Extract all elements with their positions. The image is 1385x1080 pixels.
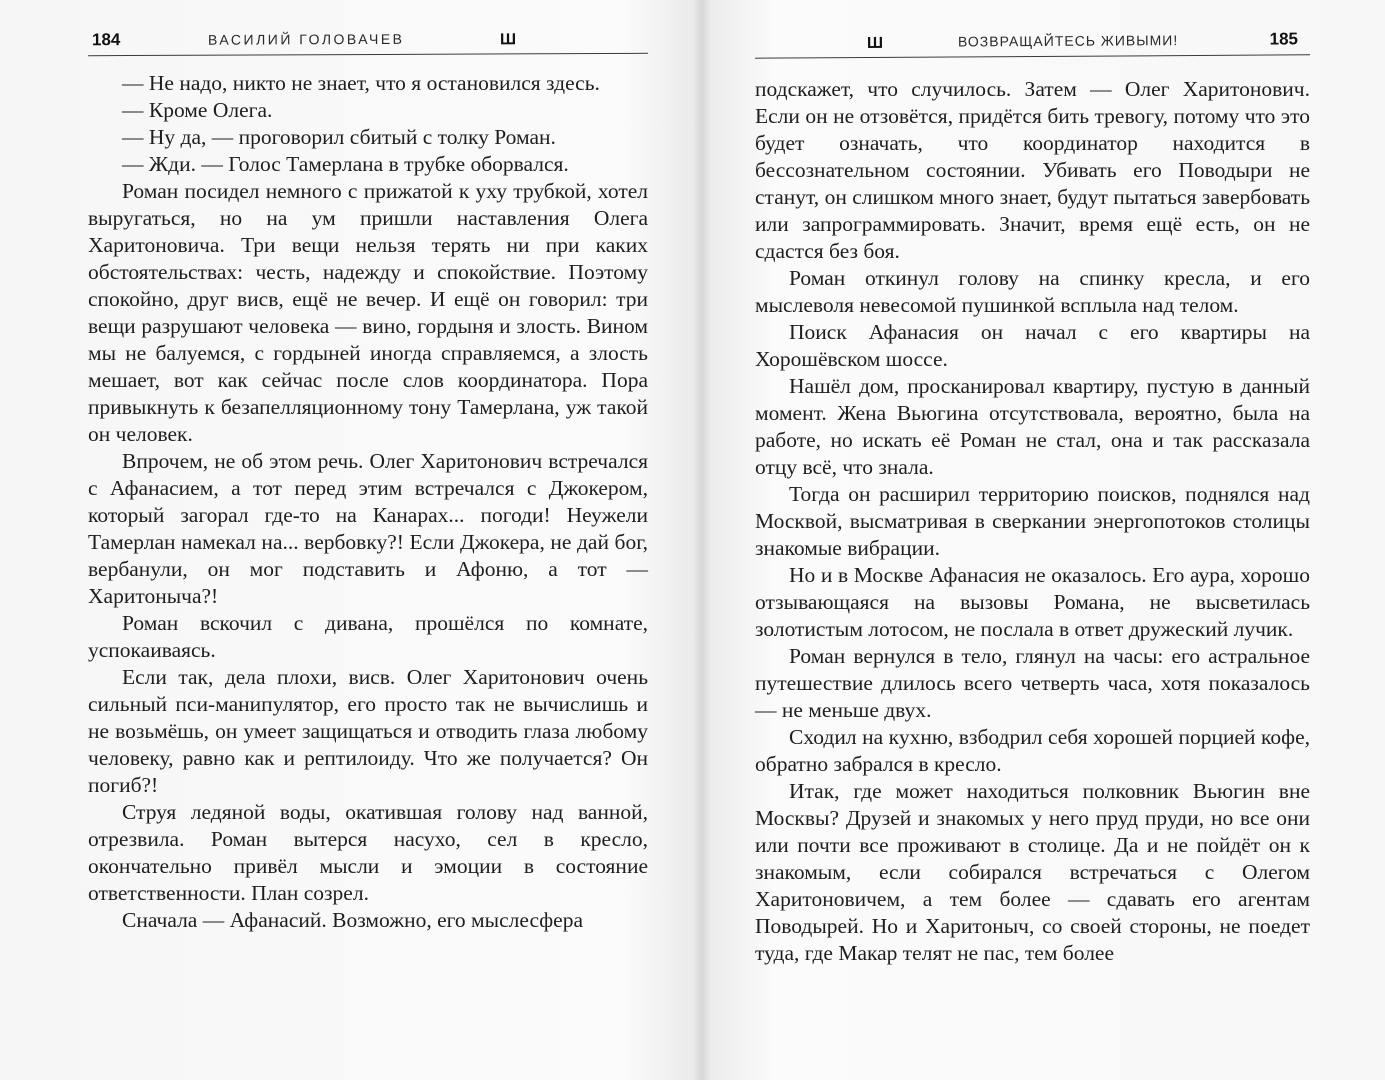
book-gutter (693, 0, 711, 1080)
paragraph: Впрочем, не об этом речь. Олег Харитонович встречался с Афанасием, а тот перед этим встречался с Джокером, который загорал где-то на Канарах... погоди! Неужели Тамерлан намекал на... вербовку?! Если Джокера, не дай бог, вербанули, он мог подставить и Афоню, а тот — Харитоныча?! (88, 449, 648, 608)
paragraph: подскажет, что случилось. Затем — Олег Харитонович. Если он не отзовётся, придётся бить тревогу, потому что это будет означать, что координатор находится в бессознательном состоянии. Убивать его Поводыри не станут, он слишком много знает, будут пытаться завербовать или запрограммировать. Значит, время ещё есть, он не сдастся без боя. (755, 77, 1310, 263)
publisher-logo-icon: Ш (866, 34, 884, 53)
running-head-author: ВАСИЛИЙ ГОЛОВАЧЕВ (207, 30, 405, 48)
left-page-header (88, 27, 648, 56)
paragraph: — Не надо, никто не знает, что я остановился здесь. (122, 71, 600, 95)
paragraph: — Жди. — Голос Тамерлана в трубке оборвался. (122, 152, 569, 176)
right-page-header (755, 28, 1310, 58)
left-page-text (88, 70, 648, 934)
paragraph: Роман посидел немного с прижатой к уху трубкой, хотел выругаться, но на ум пришли наставления Олега Харитоновича. Три вещи нельзя терять ни при каких обстоятельствах: честь, надежду и спокойствие. Поэтому спокойно, друг висв, ещё не вечер. И ещё он говорил: три вещи разрушают человека — вино, гордыня и злость. Вином мы не балуемся, с гордыней иногда справляемся, а злость мешает, вот как сейчас после слов координатора. Пора привыкнуть к безапелляционному тону Тамерлана, уж такой он человек. (88, 179, 648, 446)
paragraph: Роман откинул голову на спинку кресла, и его мыслеволя невесомой пушинкой всплыла над телом. (755, 266, 1310, 317)
right-page-text (755, 76, 1310, 967)
paragraph: Струя ледяной воды, окатившая голову над ванной, отрезвила. Роман вытерся насухо, сел в кресло, окончательно привёл мысли и эмоции в состояние ответственности. План созрел. (88, 800, 648, 905)
page-number: 184 (91, 30, 121, 50)
paragraph: Поиск Афанасия он начал с его квартиры на Хорошёвском шоссе. (755, 320, 1310, 371)
paragraph: — Кроме Олега. (122, 98, 273, 122)
publisher-logo-icon: Ш (499, 31, 517, 49)
paragraph: Роман вернулся в тело, глянул на часы: его астральное путешествие длилось всего четверть часа, хотя показалось — не меньше двух. (755, 644, 1310, 722)
paragraph: Итак, где может находиться полковник Вьюгин вне Москвы? Друзей и знакомых у него пруд пруди, но все они или почти все проживают в столице. Да и не пойдёт он к знакомым, если собирался встречаться с Олегом Харитоновичем, а тем более — сдавать его агентам Поводырей. Но и Харитоныч, со своей стороны, не поедет туда, где Макар телят не пас, тем более (755, 779, 1310, 965)
paragraph: Если так, дела плохи, висв. Олег Харитонович очень сильный пси-манипулятор, его просто так не вычислишь и не возьмёшь, он умеет защищаться и отводить глаза любому человеку, равно как и рептилоиду. Что же получается? Он погиб?! (88, 665, 648, 797)
paragraph: Сначала — Афанасий. Возможно, его мыслесфера (122, 908, 584, 932)
paragraph: Роман вскочил с дивана, прошёлся по комнате, успокаиваясь. (88, 611, 648, 662)
paragraph: Нашёл дом, просканировал квартиру, пустую в данный момент. Жена Вьюгина отсутствовала, вероятно, была на работе, но искать её Роман не стал, она и так рассказала отцу всё, что знала. (755, 374, 1310, 479)
left-page (88, 0, 648, 1080)
page-number: 185 (1269, 29, 1299, 49)
paragraph: — Ну да, — проговорил сбитый с толку Роман. (122, 125, 556, 149)
right-page (755, 0, 1310, 1080)
paragraph: Но и в Москве Афанасия не оказалось. Его аура, хорошо отзывающаяся на вызовы Романа, не высветилась золотистым лотосом, не послала в ответ дружеский лучик. (755, 563, 1310, 641)
paragraph: Сходил на кухню, взбодрил себя хорошей порцией кофе, обратно забрался в кресло. (755, 725, 1310, 776)
paragraph: Тогда он расширил территорию поисков, поднялся над Москвой, высматривая в сверкании энергопотоков столицы знакомые вибрации. (755, 482, 1310, 560)
running-head-title: ВОЗВРАЩАЙТЕСЬ ЖИВЫМИ! (957, 32, 1179, 50)
